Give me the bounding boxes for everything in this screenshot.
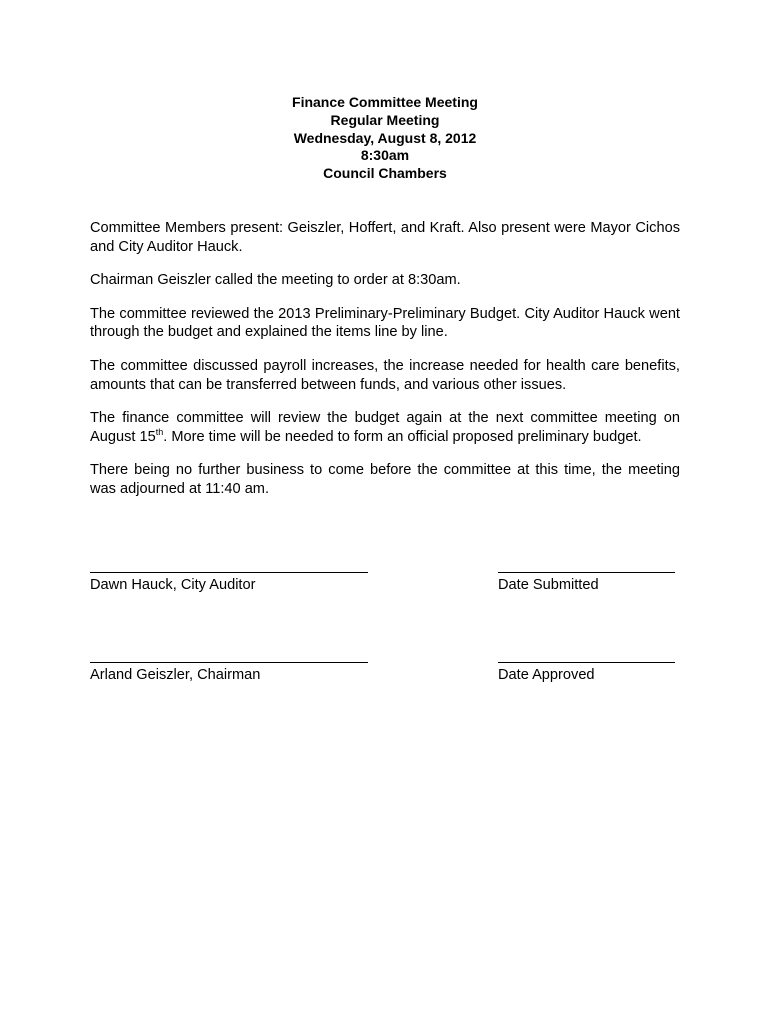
next-meeting-paragraph	[90, 409, 680, 446]
date-submitted-label: Date Submitted	[498, 577, 599, 593]
date-approved-line	[498, 662, 675, 663]
budget-review-paragraph: The committee reviewed the 2013 Preliminary-Preliminary Budget. City Auditor Hauck went through the budget and explained the items line by line.	[90, 305, 680, 341]
auditor-signature-block	[90, 572, 368, 594]
meeting-time: 8:30am	[360, 147, 410, 164]
meeting-location: Council Chambers	[323, 165, 447, 182]
auditor-signature-label: Dawn Hauck, City Auditor	[90, 577, 256, 593]
date-submitted-block	[498, 572, 675, 594]
document-header	[0, 94, 770, 183]
auditor-signature-line	[90, 572, 368, 573]
next-meeting-text-start: The finance committee will review the budget again at the next committee meeting on August 15	[90, 410, 680, 445]
meeting-type: Regular Meeting	[330, 111, 440, 128]
chairman-signature-line	[90, 662, 368, 663]
chairman-signature-block	[90, 662, 368, 684]
ordinal-suffix: th	[155, 426, 164, 437]
meeting-title: Finance Committee Meeting	[292, 94, 478, 110]
date-approved-block	[498, 662, 675, 684]
date-submitted-line	[498, 572, 675, 573]
next-meeting-text-end: . More time will be needed to form an official proposed preliminary budget.	[163, 428, 642, 445]
attendance-paragraph: Committee Members present: Geiszler, Hoffert, and Kraft. Also present were Mayor Cichos and City Auditor Hauck.	[90, 220, 680, 255]
date-approved-label: Date Approved	[498, 667, 595, 683]
adjournment-paragraph: There being no further business to come before the committee at this time, the meeting was adjourned at 11:40 am.	[90, 462, 680, 497]
minutes-body	[90, 219, 680, 499]
chairman-signature-label: Arland Geiszler, Chairman	[90, 667, 261, 683]
discussion-paragraph: The committee discussed payroll increases, the increase needed for health care benefits, amounts that can be transferred between funds, and various other issues.	[90, 357, 680, 393]
meeting-date: Wednesday, August 8, 2012	[293, 129, 477, 146]
call-to-order-paragraph: Chairman Geiszler called the meeting to order at 8:30am.	[90, 272, 461, 289]
